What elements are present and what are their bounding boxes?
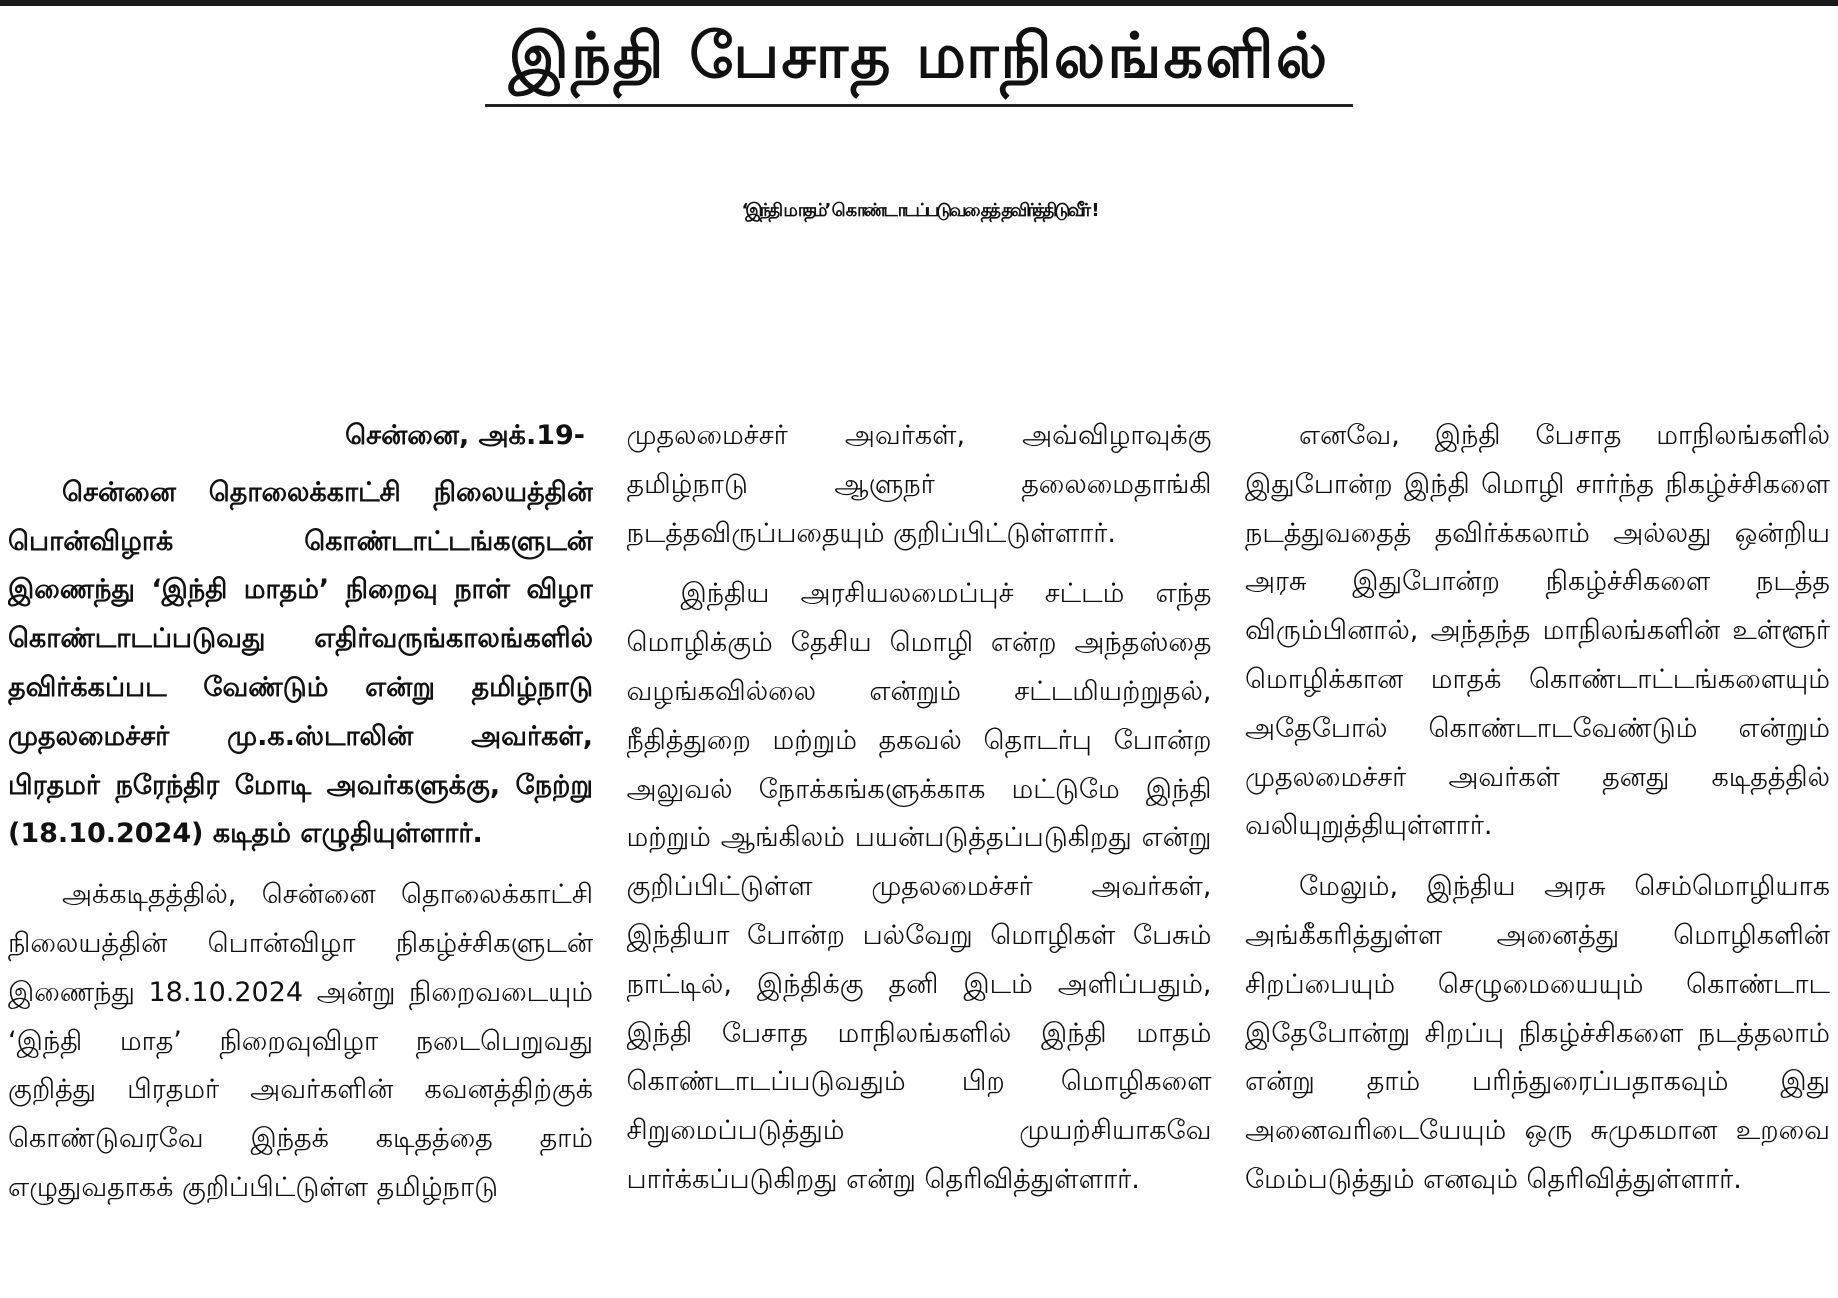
top-rule <box>0 0 1838 6</box>
article-body <box>8 412 1830 1292</box>
headline: ‘இந்தி மாதம்’ கொண்டாடப்படுவதைத் தவிர்த்திடுவீர் ! <box>741 200 1097 221</box>
column-1 <box>8 412 593 1292</box>
paragraph: இந்திய அரசியலமைப்புச் சட்டம் எந்த மொழிக்கும் தேசிய மொழி என்ற அந்தஸ்தை வழங்கவில்லை என்றும் சட்டமியற்றுதல், நீதித்துறை மற்றும் தகவல் தொடர்பு போன்ற அலுவல் நோக்கங்களுக்காக மட்டுமே இந்தி மற்றும் ஆங்கிலம் பயன்படுத்தப்படுகிறது என்று குறிப்பிட்டுள்ள முதலமைச்சர் அவர்கள், இந்தியா போன்ற பல்வேறு மொழிகள் பேசும் நாட்டில், இந்திக்கு தனி இடம் அளிப்பதும், இந்தி பேசாத மாநிலங்களில் இந்தி மாதம் கொண்டாடப்படுவதும் பிற மொழிகளை சிறுமைப்படுத்தும் முயற்சியாகவே பார்க்கப்படுகிறது என்று தெரிவித்துள்ளார். <box>626 578 1212 1195</box>
column-2 <box>627 412 1212 1292</box>
kicker-block <box>0 14 1838 107</box>
kicker-title: இந்தி பேசாத மாநிலங்களில் <box>485 14 1353 107</box>
paragraph: முதலமைச்சர் அவர்கள், அவ்விழாவுக்கு தமிழ்நாடு ஆளுநர் தலைமைதாங்கி நடத்தவிருப்பதையும் குறிப்பிட்டுள்ளார். <box>626 420 1212 549</box>
lead-paragraph: சென்னை தொலைக்காட்சி நிலையத்தின் பொன்விழாக் கொண்டாட்டங்களுடன் இணைந்து ‘இந்தி மாதம்’ நிறைவு நாள் விழா கொண்டாடப்படுவது எதிர்வருங்காலங்களில் தவிர்க்கப்பட வேண்டும் என்று தமிழ்நாடு முதலமைச்சர் மு.க.ஸ்டாலின் அவர்கள், பிரதமர் நரேந்திர மோடி அவர்களுக்கு, நேற்று (18.10.2024) கடிதம் எழுதியுள்ளார். <box>8 476 593 850</box>
column-3 <box>1245 412 1830 1292</box>
dateline: சென்னை, அக்.19- <box>345 420 585 451</box>
subheadline <box>0 296 1838 400</box>
paragraph: எனவே, இந்தி பேசாத மாநிலங்களில் இதுபோன்ற இந்தி மொழி சார்ந்த நிகழ்ச்சிகளை நடத்துவதைத் தவிர்க்கலாம் அல்லது ஒன்றிய அரசு இதுபோன்ற நிகழ்ச்சிகளை நடத்த விரும்பினால், அந்தந்த மாநிலங்களின் உள்ளூர் மொழிக்கான மாதக் கொண்டாட்டங்களையும் அதேபோல் கொண்டாடவேண்டும் என்றும் முதலமைச்சர் அவர்கள் தனது கடிதத்தில் வலியுறுத்தியுள்ளார். <box>1245 420 1830 842</box>
paragraph: அக்கடிதத்தில், சென்னை தொலைக்காட்சி நிலையத்தின் பொன்விழா நிகழ்ச்சிகளுடன் இணைந்து 18.10.2024 அன்று நிறைவடையும் ‘இந்தி மாத’ நிறைவுவிழா நடைபெறுவது குறித்து பிரதமர் அவர்களின் கவனத்திற்குக் கொண்டுவரவே இந்தக் கடிதத்தை தாம் எழுதுவதாகக் குறிப்பிட்டுள்ள தமிழ்நாடு <box>8 879 593 1203</box>
paragraph: மேலும், இந்திய அரசு செம்மொழியாக அங்கீகரித்துள்ள அனைத்து மொழிகளின் சிறப்பையும் செழுமையையும் கொண்டாட இதேபோன்று சிறப்பு நிகழ்ச்சிகளை நடத்தலாம் என்று தாம் பரிந்துரைப்பதாகவும் இது அனைவரிடையேயும் ஒரு சுமுகமான உறவை மேம்படுத்தும் எனவும் தெரிவித்துள்ளார். <box>1245 871 1830 1195</box>
